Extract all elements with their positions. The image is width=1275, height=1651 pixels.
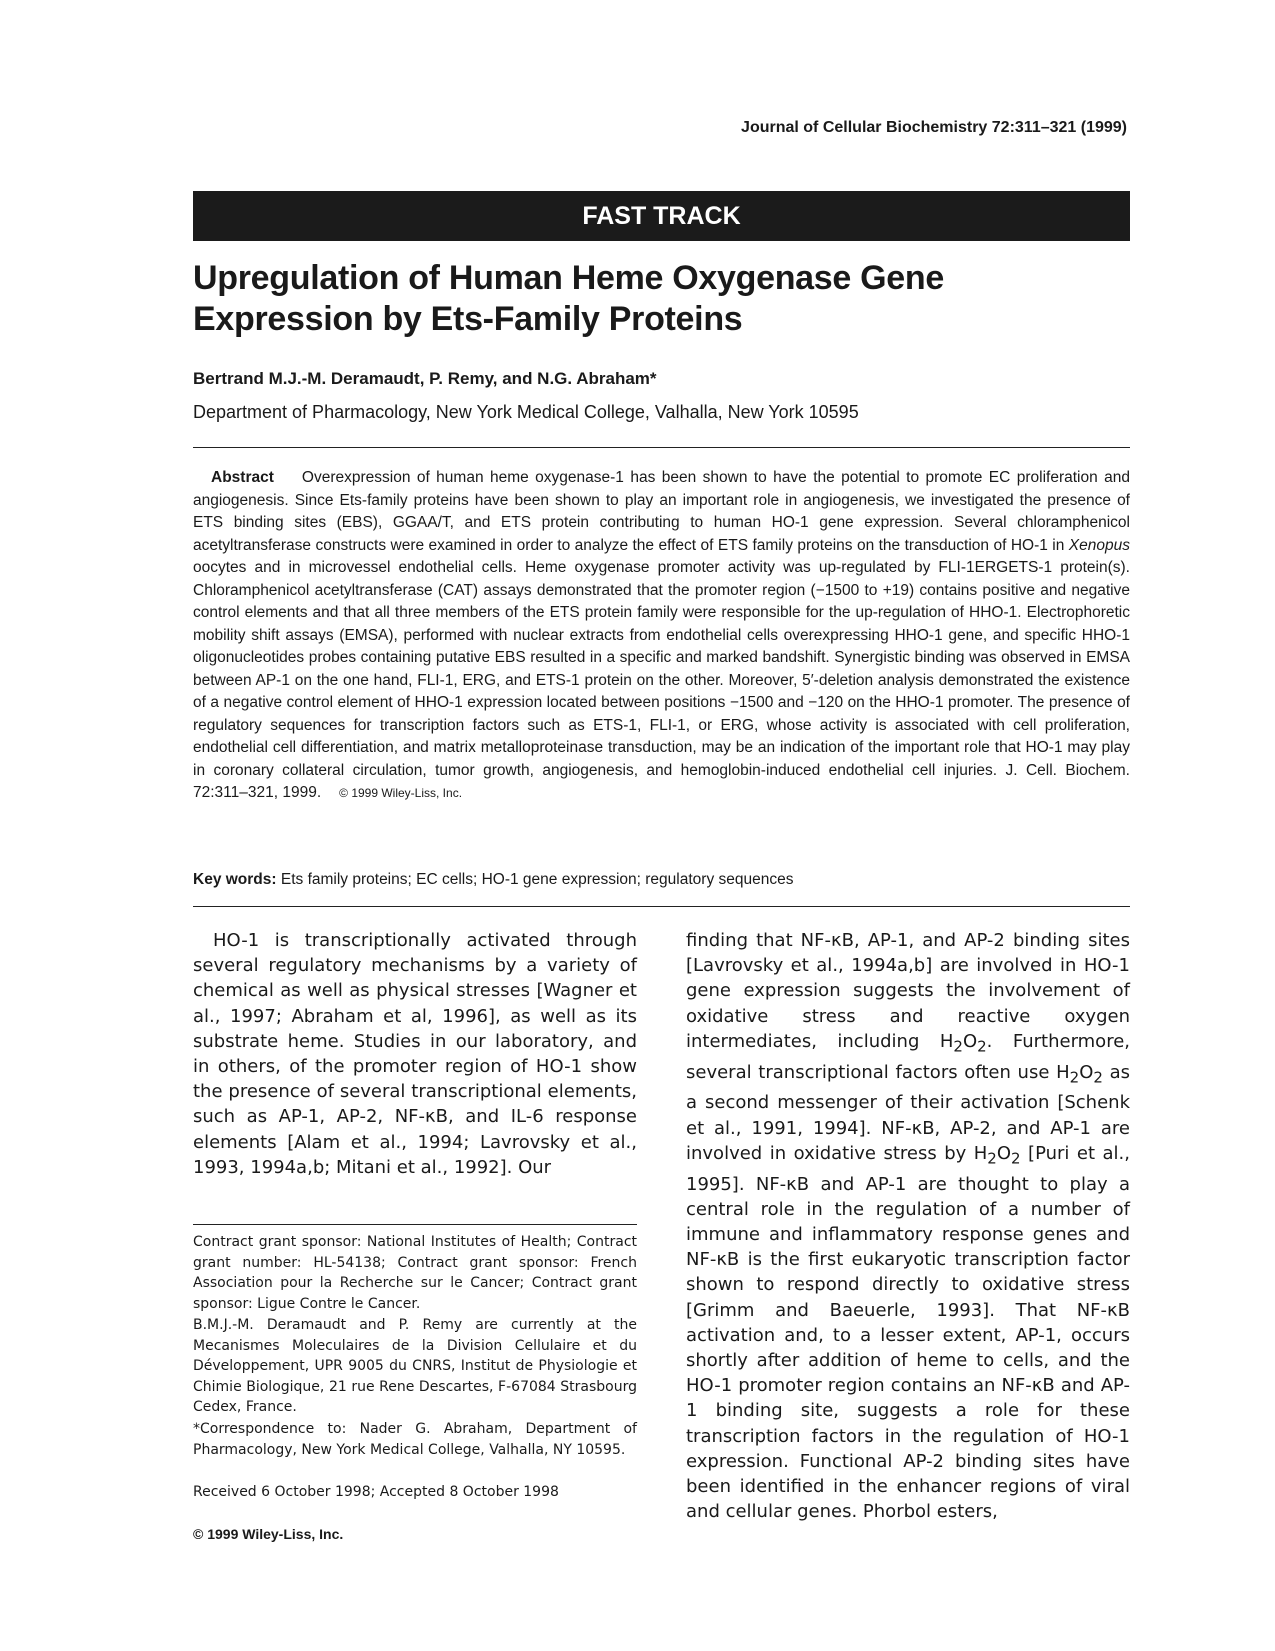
affiliation: Department of Pharmacology, New York Medical College, Valhalla, New York 10595: [193, 402, 859, 422]
author-list: Bertrand M.J.-M. Deramaudt, P. Remy, and N.G. Abraham*: [193, 369, 657, 388]
subscript: 2: [1011, 1149, 1021, 1168]
subscript: 2: [953, 1037, 963, 1056]
banner-label: FAST TRACK: [582, 201, 741, 230]
body-top-rule: [193, 906, 1130, 907]
body-right-text-5: as a second messenger of their activation [Schenk et al., 1991, 1994]. NF-κB, AP-2, and AP-1 are involved in oxidative stress by H: [686, 1061, 1130, 1164]
keywords-label: Key words:: [193, 871, 277, 888]
footnote-received: Received 6 October 1998; Accepted 8 October 1998: [193, 1484, 559, 1500]
title-line-2: Expression by Ets-Family Proteins: [193, 300, 743, 338]
abstract-italic: Xenopus: [1068, 536, 1130, 554]
abstract-copyright: © 1999 Wiley-Liss, Inc.: [339, 786, 463, 800]
keywords: [193, 871, 793, 889]
body-right-text-1: finding that NF-κB, AP-1, and AP-2 binding sites [Lavrovsky et al., 1994a,b] are involved in HO-1 gene expression suggests the involvement of oxidative stress and reactive oxygen intermediates, including H: [686, 930, 1130, 1052]
body-right-text-3: . Furthermore, several transcriptional factors often use H: [686, 1030, 1130, 1083]
subscript: 2: [977, 1037, 987, 1056]
body-right-text-6: O: [996, 1142, 1012, 1164]
fast-track-banner: [193, 191, 1130, 241]
abstract-top-rule: [193, 447, 1130, 448]
footnote-grant: Contract grant sponsor: National Institutes of Health; Contract grant number: HL-54138; Contract grant sponsor: French Association pour la Recherche sur le Cancer; Contract grant sponsor: Ligue Contre le Cancer.: [193, 1234, 637, 1312]
body-column-left: HO-1 is transcriptionally activated through several regulatory mechanisms by a variety of chemical as well as physical stresses [Wagner et al., 1997; Abraham et al, 1996], as well as its substrate heme. Studies in our laboratory, and in others, of the promoter region of HO-1 show the presence of several transcriptional elements, such as AP-1, AP-2, NF-κB, and IL-6 response elements [Alam et al., 1994; Lavrovsky et al., 1993, 1994a,b; Mitani et al., 1992]. Our: [193, 930, 637, 1178]
article-title: [193, 258, 1133, 340]
body-right-text-4: O: [1079, 1061, 1094, 1083]
title-line-1: Upregulation of Human Heme Oxygenase Gene: [193, 259, 944, 297]
abstract-text-a: Overexpression of human heme oxygenase-1 has been shown to have the potential to promote EC proliferation and angiogenesis. Since Ets-family proteins have been shown to play an important role in angiogenesis, we investigated the presence of ETS binding sites (EBS), GGAA/T, and ETS protein contributing to human HO-1 gene expression. Several chloramphenicol acetyltransferase constructs were examined in order to analyze the effect of ETS family proteins on the transduction of HO-1 in: [193, 469, 1130, 554]
keywords-text: Ets family proteins; EC cells; HO-1 gene expression; regulatory sequences: [280, 871, 794, 888]
abstract-text-b: oocytes and in microvessel endothelial cells. Heme oxygenase promoter activity was up-regulated by FLI-1ERGETS-1 protein(s). Chloramphenicol acetyltransferase (CAT) assays demonstrated that the promoter region (−1500 to +19) contains positive and negative control elements and that all three members of the ETS protein family were responsible for the up-regulation of HHO-1. Electrophoretic mobility shift assays (EMSA), performed with nuclear extracts from endothelial cells overexpressing HHO-1 gene, and specific HHO-1 oligonucleotides probes containing putative EBS resulted in a specific and marked bandshift. Synergistic binding was observed in EMSA between AP-1 on the one hand, FLI-1, ERG, and ETS-1 protein on the other. Moreover, 5′-deletion analysis demonstrated the existence of a negative control element of HHO-1 expression located between positions −1500 and −120 on the HHO-1 promoter. The presence of regulatory sequences for transcription factors such as ETS-1, FLI-1, or ERG, whose activity is associated with cell proliferation, endothelial cell differentiation, and matrix metalloproteinase transduction, may be an indication of the important role that HO-1 may play in coronary collateral circulation, tumor growth, angiogenesis, and hemoglobin-induced endothelial cell injuries. J. Cell. Biochem. 72:311–321, 1999.: [193, 559, 1130, 801]
body-right-text-7: [Puri et al., 1995]. NF-κB and AP-1 are thought to play a central role in the regulation of a number of immune and inflammatory response genes and NF-κB is the first eukaryotic transcription factor shown to respond directly to oxidative stress [Grimm and Baeuerle, 1993]. That NF-κB activation and, to a lesser extent, AP-1, occurs shortly after addition of heme to cells, and the HO-1 promoter region contains an NF-κB and AP-1 binding site, suggests a role for these transcription factors in the regulation of HO-1 expression. Functional AP-2 binding sites have been identified in the enhancer regions of viral and cellular genes. Phorbol esters,: [686, 1142, 1130, 1523]
footnote-rule: [193, 1224, 637, 1225]
subscript: 2: [987, 1149, 997, 1168]
footer-copyright: © 1999 Wiley-Liss, Inc.: [193, 1526, 344, 1542]
subscript: 2: [1093, 1068, 1103, 1087]
body-right-text-2: O: [962, 1030, 978, 1052]
journal-citation: Journal of Cellular Biochemistry 72:311–321 (1999): [741, 119, 1127, 136]
body-column-right: [686, 928, 1130, 1524]
footnote-correspondence: *Correspondence to: Nader G. Abraham, Department of Pharmacology, New York Medical College, Valhalla, NY 10595.: [193, 1421, 637, 1458]
abstract: [193, 467, 1130, 805]
subscript: 2: [1069, 1068, 1080, 1087]
footnote-current-address: B.M.J.-M. Deramaudt and P. Remy are currently at the Mecanismes Moleculaires de la Division Cellulaire et du Développement, UPR 9005 du CNRS, Institut de Physiologie et Chimie Biologique, 21 rue Rene Descartes, F-67084 Strasbourg Cedex, France.: [193, 1317, 637, 1415]
abstract-label: Abstract: [211, 469, 274, 486]
